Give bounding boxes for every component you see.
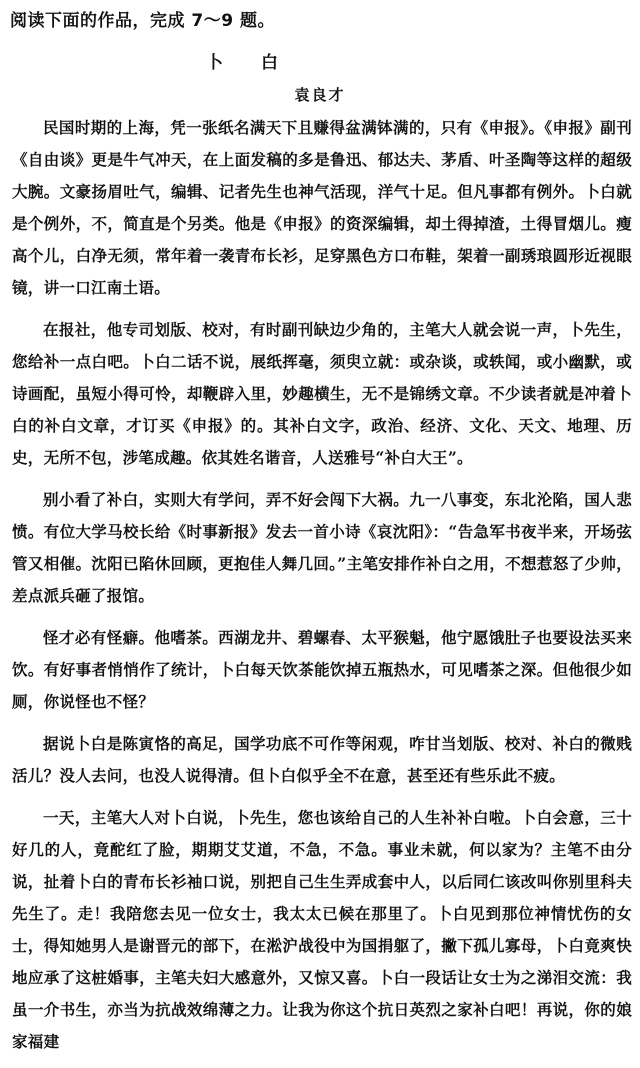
- paragraph-3: 别小看了补白，实则大有学问，弄不好会闯下大祸。九一八事变，东北沦陷，国人悲愤。有位大学马校长给《时事新报》发去一首小诗《哀沈阳》：“告急军书夜半来，开场弦管又相催。沈阳已陷休回顾，更抱佳人舞几回。”主笔安排作补白之用，不想惹怒了少帅，差点派兵砸了报馆。: [12, 490, 632, 605]
- article-author: 袁良才: [294, 86, 346, 104]
- paragraph-5: 据说卜白是陈寅恪的高足，国学功底不可作等闲观，咋甘当划版、校对、补白的微贱活儿？没人去问，也没人说得清。但卜白似乎全不在意，甚至还有些乐此不疲。: [12, 734, 632, 785]
- question-instruction: 阅读下面的作品，完成 7～9 题。: [10, 11, 275, 31]
- article-body: [12, 112, 632, 1068]
- paragraph-4: 怪才必有怪癖。他嗜茶。西湖龙井、碧螺春、太平猴魁，他宁愿饿肚子也要设法买来饮。有好事者悄悄作了统计，卜白每天饮茶能饮掉五瓶热水，可见嗜茶之深。但他很少如厕，你说怪也不怪？: [12, 628, 632, 711]
- paragraph-1: 民国时期的上海，凭一张纸名满天下且赚得盆满钵满的，只有《申报》。《申报》副刊《自由谈》更是牛气冲天，在上面发稿的多是鲁迅、郁达夫、茅盾、叶圣陶等这样的超级大腕。文豪扬眉吐气，编辑、记者先生也神气活现，洋气十足。但凡事都有例外。卜白就是个例外，不，简直是个另类。他是《申报》的资深编辑，却土得掉渣，土得冒烟儿。瘦高个儿，白净无须，常年着一袭青布长衫，足穿黑色方口布鞋，架着一副琇琅圆形近视眼镜，讲一口江南土语。: [12, 118, 632, 297]
- paragraph-6: 一天，主笔大人对卜白说，卜先生，您也该给自己的人生补补白啦。卜白会意，三十好几的人，竟酡红了脸，期期艾艾道，不急，不急。事业未就，何以家为？主笔不由分说，扯着卜白的青布长衫袖口说，别把自己生生弄成套中人，以后同仁该改叫你别里科夫先生了。走！我陪您去见一位女士，我太太已候在那里了。卜白见到那位神情忧伤的女士，得知她男人是谢晋元的部下，在淞沪战役中为国捐躯了，撇下孤儿寡母，卜白竟爽快地应承了这桩婚事，主笔夫妇大感意外，又惊又喜。卜白一段话让女士为之涕泪交流：我虽一介书生，亦当为抗战效绵薄之力。让我为你这个抗日英烈之家补白吧！再说，你的娘家福建: [12, 808, 632, 1051]
- article-title: 卜 白: [206, 53, 294, 73]
- paragraph-2: 在报社，他专司划版、校对，有时副刊缺边少角的，主笔大人就会说一声，卜先生，您给补一点白吧。卜白二话不说，展纸挥毫，须臾立就：或杂谈，或轶闻，或小幽默，或诗画配，虽短小得可怜，却鞭辟入里，妙趣横生，无不是锦绣文章。不少读者就是冲着卜白的补白文章，才订买《申报》的。其补白文字，政治、经济、文化、天文、地理、历史，无所不包，涉笔成趣。依其姓名谐音，人送雅号“补白大王”。: [12, 320, 632, 467]
